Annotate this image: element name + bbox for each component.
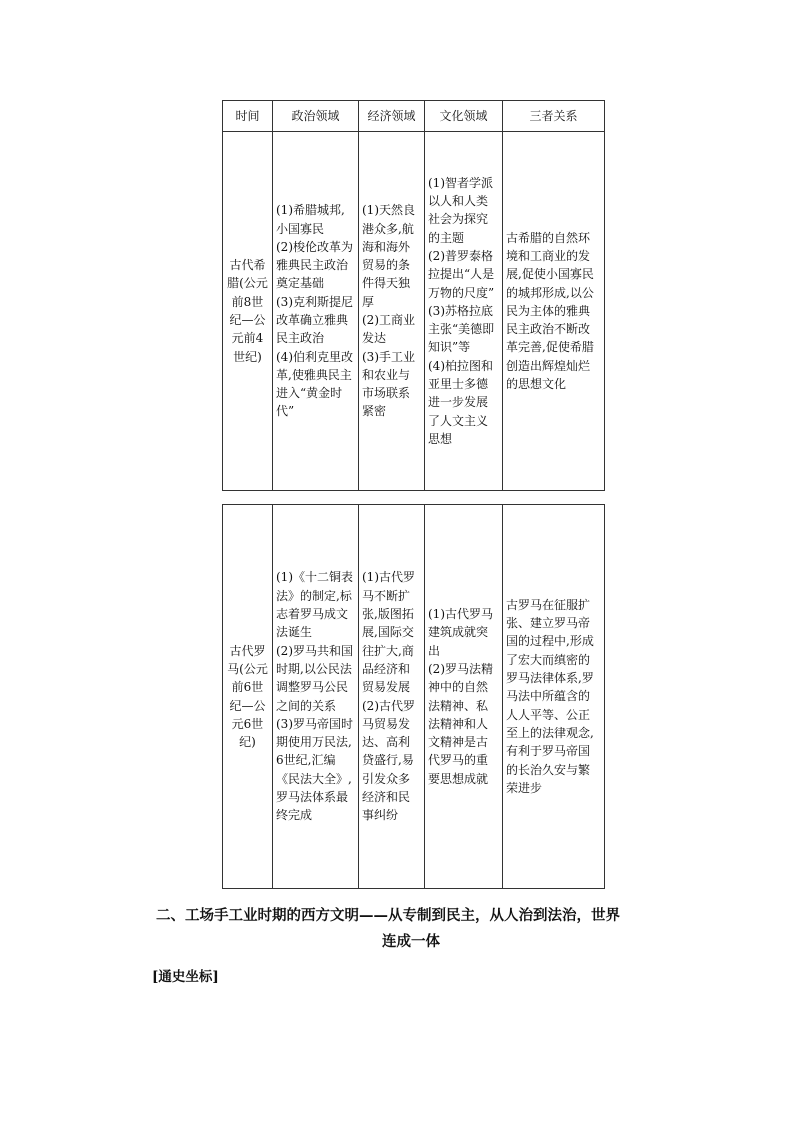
rome-economy-cell [359,505,425,889]
list-item: (4)柏拉图和亚里士多德进一步发展了人文主义思想 [428,358,493,446]
list-item: (2)罗马法精神中的自然法精神、私法精神和人文精神是古代罗马的重要思想成就 [428,661,493,786]
rome-table [222,504,605,889]
rome-relation-cell: 古罗马在征服扩张、建立罗马帝国的过程中,形成了宏大而缜密的罗马法律体系,罗马法中所蕴含的人人平等、公正至上的法律观念,有利于罗马帝国的长治久安与繁荣进步 [503,505,605,889]
list-item: (1)智者学派以人和人类社会为探究的主题 [428,175,493,245]
list-item: (1)《十二铜表法》的制定,标志着罗马成文法诞生 [276,570,353,640]
section-heading [156,903,656,955]
rome-politics-cell [273,505,359,889]
list-item: (1)天然良港众多,航海和海外贸易的条件得天独厚 [362,203,415,309]
list-item: (3)克利斯提尼改革确立雅典民主政治 [276,294,353,346]
list-item: (3)手工业和农业与市场联系紧密 [362,349,415,419]
greece-culture-cell [425,132,503,491]
greece-politics-cell [273,132,359,491]
list-item: (1)古代罗马建筑成就突出 [428,607,493,658]
list-item: (2)工商业发达 [362,313,415,346]
list-item: (3)罗马帝国时期使用万民法,6世纪,汇编《民法大全》,罗马法体系最终完成 [276,716,353,823]
list-item: (1)希腊城邦,小国寡民 [276,203,345,236]
header-economy: 经济领域 [359,101,425,132]
list-item: (2)罗马共和国时期,以公民法调整罗马公民之间的关系 [276,643,353,713]
greece-relation-cell: 古希腊的自然环境和工商业的发展,促使小国寡民的城邦形成,以公民为主体的雅典民主政治不断改革完善,促使希腊创造出辉煌灿烂的思想文化 [503,132,605,491]
table-header-row [223,101,605,132]
greece-table [222,100,605,491]
list-item: (3)苏格拉底主张“美德即知识”等 [428,303,495,355]
list-item: (2)普罗泰格拉提出“人是万物的尺度” [428,248,495,300]
header-relation: 三者关系 [503,101,605,132]
table-row [223,132,605,491]
greece-time-cell: 古代希腊(公元前8世纪—公元前4世纪) [223,132,273,491]
header-politics: 政治领域 [273,101,359,132]
list-item: (2)梭伦改革为雅典民主政治奠定基础 [276,239,353,291]
header-culture: 文化领域 [425,101,503,132]
section-tag: [通史坐标] [152,969,219,985]
list-item: (2)古代罗马贸易发达、高利贷盛行,易引发众多经济和民事纠纷 [362,698,415,823]
list-item: (1)古代罗马不断扩张,版图拓展,国际交往扩大,商品经济和贸易发展 [362,570,415,695]
table-row [223,505,605,889]
section-heading-line2: 连成一体 [382,934,440,950]
list-item: (4)伯利克里改革,使雅典民主进入“黄金时代” [276,349,353,419]
greece-economy-cell [359,132,425,491]
rome-time-cell: 古代罗马(公元前6世纪—公元6世纪) [223,505,273,889]
rome-culture-cell [425,505,503,889]
section-heading-line1: 二、工场手工业时期的西方文明——从专制到民主，从人治到法治，世界 [156,908,620,924]
header-time: 时间 [223,101,273,132]
